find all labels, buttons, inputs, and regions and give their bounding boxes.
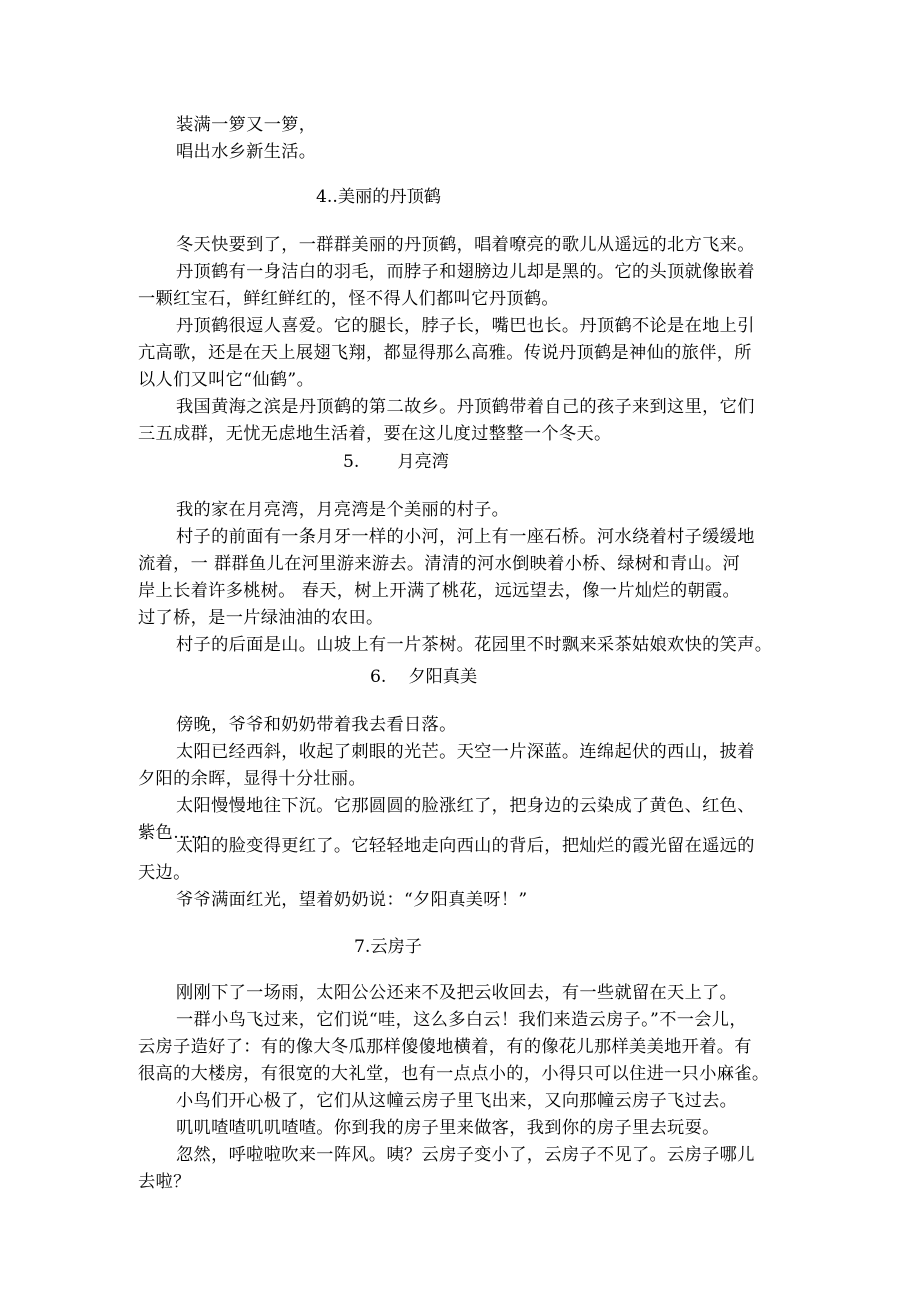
paragraph-line: 村子的前面有一条月牙一样的小河，河上有一座石桥。河水绕着村子缓缓地 — [176, 527, 755, 547]
paragraph-line: 太阳慢慢地往下沉。它那圆圆的脸涨红了，把身边的云染成了黄色、红色、 — [176, 796, 755, 816]
paragraph-line: 一群小鸟飞过来，它们说“哇，这么多白云！我们来造云房子。”不一会儿， — [176, 1010, 747, 1030]
paragraph-line: 亢高歌，还是在天上展翅飞翔，都显得那么高雅。传说丹顶鹤是神仙的旅伴，所 — [138, 343, 752, 363]
paragraph-line: 一颗红宝石，鲜红鲜红的，怪不得人们都叫它丹顶鹤。 — [138, 289, 559, 309]
section-number: 7. — [354, 937, 371, 957]
paragraph-line: 爷爷满面红光，望着奶奶说：“夕阳真美呀！” — [176, 890, 528, 910]
paragraph-line: 流着，一 群群鱼儿在河里游来游去。清清的河水倒映着小桥、绿树和青山。河 — [138, 554, 741, 574]
section-title — [354, 934, 422, 961]
paragraph-line: 村子的后面是山。山坡上有一片茶树。花园里不时飘来采茶姑娘欢快的笑声。 — [176, 635, 773, 655]
paragraph-line: 太阳的脸变得更红了。它轻轻地走向西山的背后，把灿烂的霞光留在遥远的 — [176, 836, 755, 856]
paragraph-line: 我的家在月亮湾，月亮湾是个美丽的村子。 — [176, 500, 510, 520]
paragraph-line: 我国黄海之滨是丹顶鹤的第二故乡。丹顶鹤带着自己的孩子来到这里，它们 — [176, 397, 755, 417]
paragraph-line: 去啦？ — [138, 1172, 191, 1192]
paragraph-line: 三五成群，无忧无虑地生活着，要在这儿度过整整一个冬天。 — [138, 424, 612, 444]
paragraph-line: 傍晚，爷爷和奶奶带着我去看日落。 — [176, 715, 457, 735]
text-line: 装满一箩又一箩， — [176, 115, 317, 135]
paragraph-line: 太阳已经西斜，收起了刺眼的光芒。天空一片深蓝。连绵起伏的西山，披着 — [176, 742, 755, 762]
paragraph-line: 以人们又叫它“仙鹤”。 — [138, 370, 315, 390]
paragraph-line: 很高的大楼房，有很宽的大礼堂，也有一点点小的，小得只可以住进一只小麻雀。 — [138, 1064, 770, 1084]
paragraph-line: 忽然，呼啦啦吹来一阵风。咦？云房子变小了，云房子不见了。云房子哪儿 — [176, 1145, 755, 1165]
paragraph-line: 夕阳的余晖，显得十分壮丽。 — [138, 769, 366, 789]
paragraph-line: 过了桥，是一片绿油油的农田。 — [138, 608, 384, 628]
paragraph-line: 云房子造好了：有的像大冬瓜那样傻傻地横着，有的像花儿那样美美地开着。有 — [138, 1037, 752, 1057]
paragraph-line: 冬天快要到了，一群群美丽的丹顶鹤，唱着嘹亮的歌儿从遥远的北方飞来。 — [176, 235, 755, 255]
paragraph-line: 刚刚下了一场雨，太阳公公还来不及把云收回去，有一些就留在天上了。 — [176, 983, 738, 1003]
section-number: 5. — [343, 452, 360, 472]
section-title-text: .美丽的丹顶鹤 — [332, 187, 441, 207]
paragraph-line: 小鸟们开心极了，它们从这幢云房子里飞出来，又向那幢云房子飞过去。 — [176, 1091, 738, 1111]
paragraph-line: 叽叽喳喳叽叽喳喳。你到我的房子里来做客，我到你的房子里去玩耍。 — [176, 1118, 720, 1138]
section-title — [370, 664, 477, 691]
paragraph-line: 紫色…… — [138, 823, 209, 843]
text-line: 唱出水乡新生活。 — [176, 142, 317, 162]
paragraph-line: 丹顶鹤很逗人喜爱。它的腿长，脖子长，嘴巴也长。丹顶鹤不论是在地上引 — [176, 316, 755, 336]
paragraph-line: 岸上长着许多桃树。 春天，树上开满了桃花，远远望去，像一片灿烂的朝霞。 — [138, 581, 741, 601]
section-title — [343, 449, 449, 476]
section-title — [316, 184, 441, 211]
section-number: 4. — [316, 187, 333, 207]
section-number: 6. — [370, 667, 387, 687]
section-title-text: 云房子 — [370, 937, 422, 957]
paragraph-line: 天边。 — [138, 863, 191, 883]
section-title-text: 月亮湾 — [397, 452, 449, 472]
section-title-text: 夕阳真美 — [408, 667, 478, 687]
paragraph-line: 丹顶鹤有一身洁白的羽毛，而脖子和翅膀边儿却是黑的。它的头顶就像嵌着 — [176, 262, 755, 282]
